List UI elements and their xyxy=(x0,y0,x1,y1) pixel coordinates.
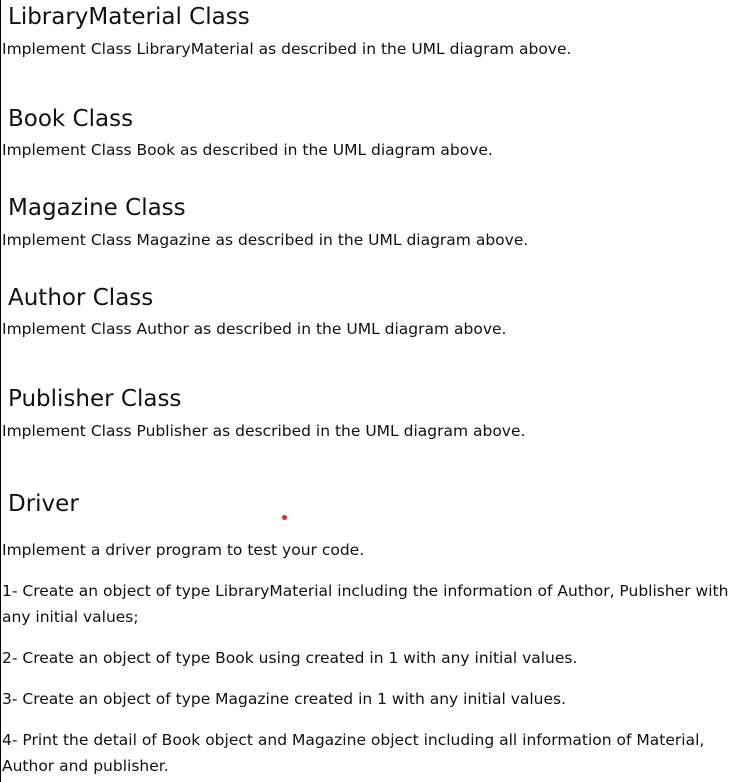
driver-step-1: 1- Create an object of type LibraryMaterial including the information of Author, Publisher with any initial values; xyxy=(2,582,729,626)
driver-step-4: 4- Print the detail of Book object and Magazine object including all information of Material, Author and publisher. xyxy=(2,731,705,775)
text-librarymaterial-class: Implement Class LibraryMaterial as described in the UML diagram above. xyxy=(2,40,572,58)
driver-step-3: 3- Create an object of type Magazine created in 1 with any initial values. xyxy=(2,690,567,708)
text-publisher-class: Implement Class Publisher as described in the UML diagram above. xyxy=(2,422,526,440)
driver-step-2: 2- Create an object of type Book using created in 1 with any initial values. xyxy=(2,649,578,667)
heading-author-class: Author Class xyxy=(8,285,154,311)
heading-magazine-class: Magazine Class xyxy=(8,195,186,221)
text-author-class: Implement Class Author as described in the UML diagram above. xyxy=(2,320,507,338)
heading-librarymaterial-class: LibraryMaterial Class xyxy=(8,4,250,30)
heading-driver: Driver xyxy=(8,491,79,517)
heading-book-class: Book Class xyxy=(8,106,134,132)
text-book-class: Implement Class Book as described in the UML diagram above. xyxy=(2,141,493,159)
driver-intro: Implement a driver program to test your code. xyxy=(2,541,365,559)
text-magazine-class: Implement Class Magazine as described in the UML diagram above. xyxy=(2,231,529,249)
heading-publisher-class: Publisher Class xyxy=(8,386,182,412)
red-dot-marker xyxy=(282,515,287,520)
